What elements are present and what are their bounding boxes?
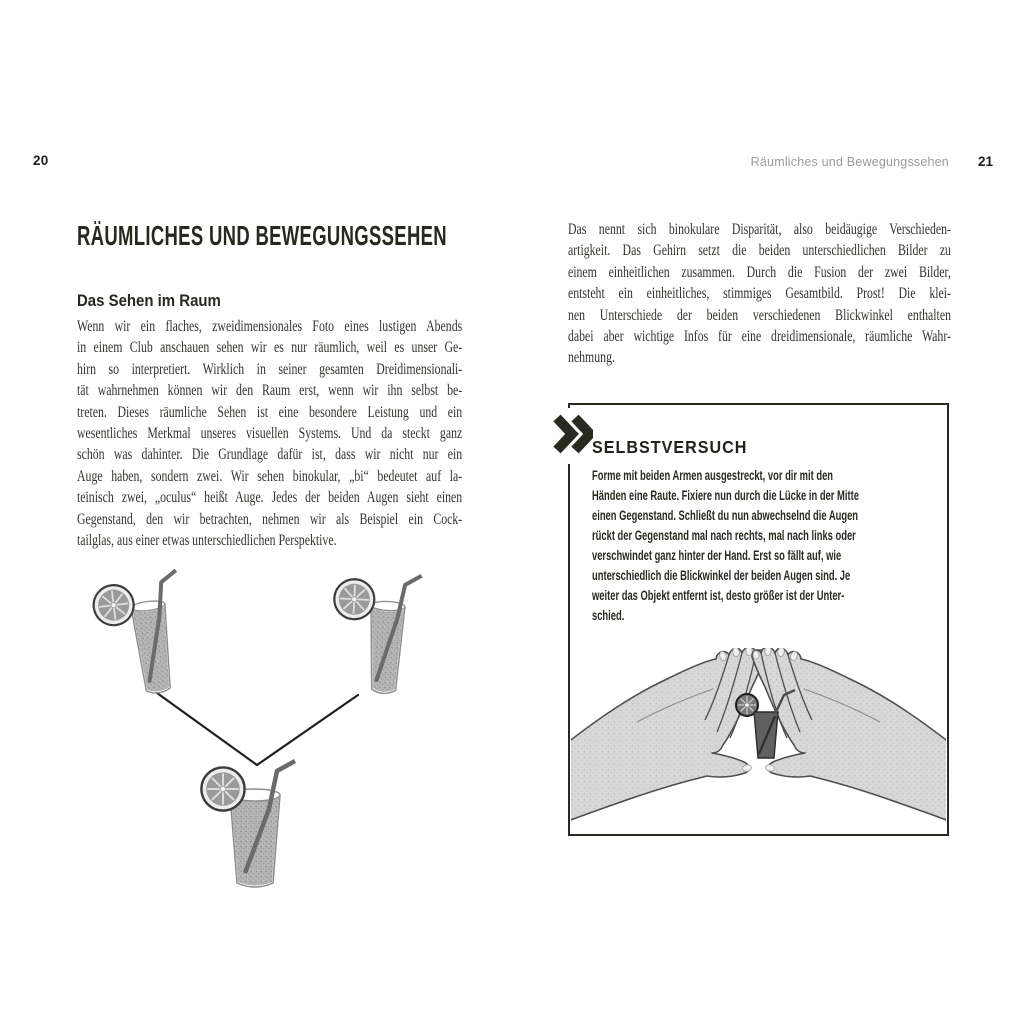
right-body-paragraph: Das nennt sich binokulare Disparität, also beidäugige Verschieden- artigkeit. Das Gehirn setzt die beiden unterschiedlichen Bilder zu einem einheitlichen zusammen. Durch die Fusion der zwei Bilder, entsteht ein einheitliches, stimmiges Gesamtbild. Prost! Die klei- nen Unterschiede der beiden verschiedenen Blickwinkel enthalten dabei aber wichtige Infos für eine dreidimensionale, räumliche Wahr- nehmung. [568, 221, 951, 367]
running-chapter-title: Räumliches und Bewegungssehen [750, 155, 949, 169]
section-heading: Das Sehen im Raum [77, 291, 221, 310]
sightline-right [257, 695, 358, 765]
running-head [751, 154, 993, 169]
box-body-paragraph: Forme mit beiden Armen ausgestreckt, vor dir mit den Händen eine Raute. Fixiere nun durch die Lücke in der Mitte einen Gegenstand. Schließt du nun abwechselnd die Augen rückt der Gegenstand mal nach rechts, mal nach links oder verschwindet ganz hinter der Hand. Erst so fällt auf, wie unterschiedlich die Blickwinkel der beiden Augen sind. Je weiter das Objekt entfernt ist, desto größer ist der Unter- schied. [592, 468, 859, 623]
right-hand [752, 648, 946, 823]
lemon-slice-icon [91, 583, 136, 628]
page-title: RÄUMLICHES UND BEWEGUNGSSEHEN [77, 220, 447, 251]
left-hand [571, 648, 765, 823]
sightline-left [157, 693, 257, 765]
box-title: SELBSTVERSUCH [592, 437, 748, 457]
page-number-left: 20 [33, 153, 49, 168]
cocktail-glass-right-view [329, 571, 421, 695]
cocktail-glass-left-view [91, 570, 191, 699]
page-number-right: 21 [977, 154, 993, 169]
hands-diamond-illustration [571, 648, 946, 834]
binocular-glasses-illustration [80, 560, 480, 900]
lemon-slice-icon [333, 578, 375, 620]
cocktail-glass-fused [201, 761, 295, 887]
lemon-slice-icon [201, 767, 244, 810]
self-experiment-box [568, 403, 949, 836]
left-body-paragraph: Wenn wir ein flaches, zweidimensionales Foto eines lustigen Abends in einem Club anschauen sehen wir es nur räumlich, weil es unser Ge- hirn so interpretiert. Wirklich in seiner gesamten Dreidimensionali- tät wahrnehmen können wir den Raum erst, wenn wir ihn selbst be- treten. Dieses räumliche Sehen ist eine besondere Leistung und ein wesentliches Merkmal unseres visuellen Systems. Und da steckt ganz schön was dahinter. Die Grundlage dafür ist, dass wir nicht nur ein Auge haben, sondern zwei. Wir sehen binokular, „bi“ bedeutet auf la- teinisch zwei, „oculus“ heißt Auge. Jedes der beiden Augen sieht einen Gegenstand, den wir betrachten, nehmen wir als Beispiel ein Cock- tailglas, aus einer etwas unterschiedlichen Perspektive. [77, 318, 463, 550]
